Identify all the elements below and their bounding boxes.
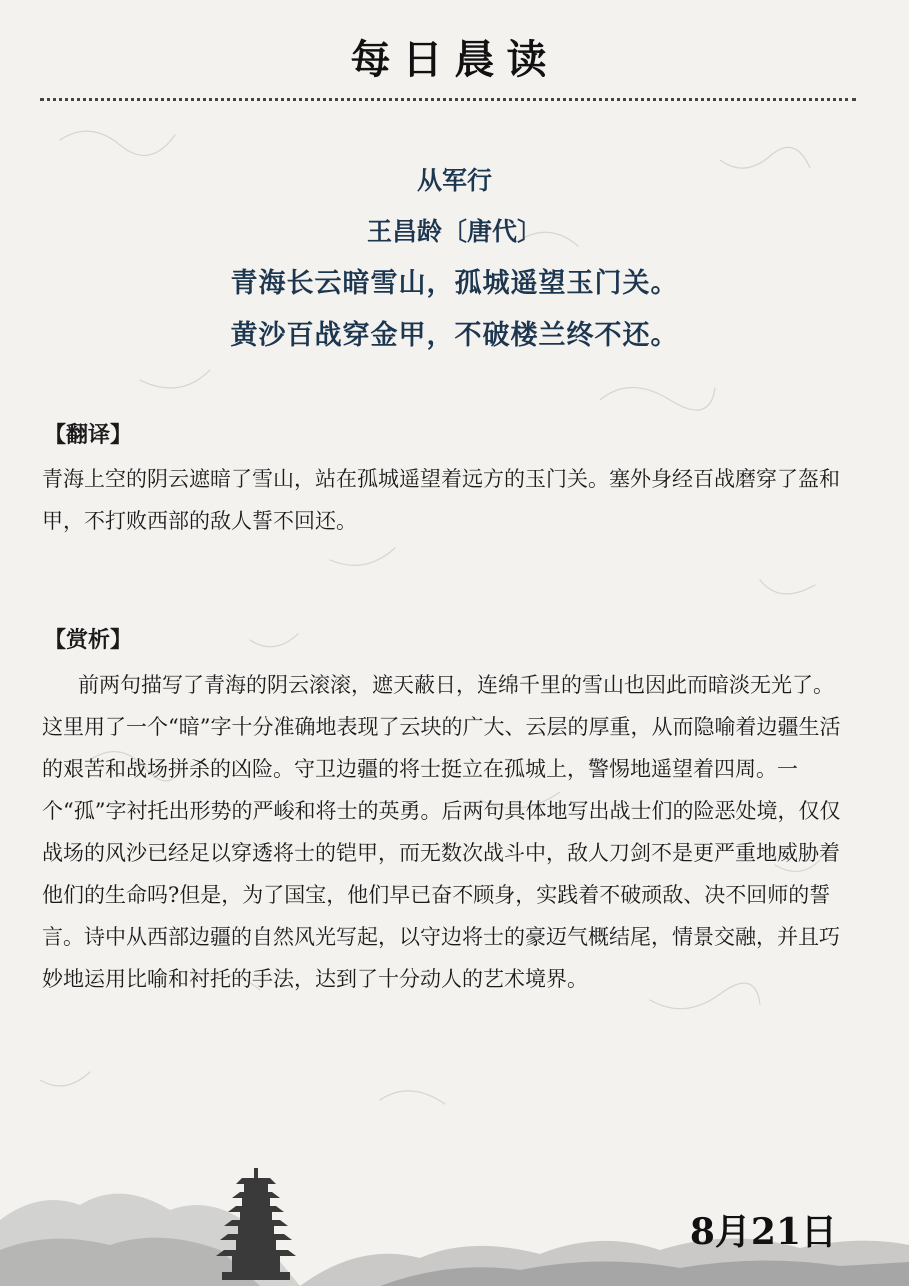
translation-heading: 【翻译】 (44, 422, 133, 448)
poem-line: 青海长云暗雪山，孤城遥望玉门关。 (230, 268, 679, 299)
analysis-text: 前两句描写了青海的阴云滚滚，遮天蔽日，连绵千里的雪山也因此而暗淡无光了。这里用了一个“暗”字十分准确地表现了云块的广大、云层的厚重，从而隐喻着边疆生活的艰苦和战场拼杀的凶险。守卫边疆的将士挺立在孤城上，警惕地遥望着四周。一个“孤”字衬托出形势的严峻和将士的英勇。后两句具体地写出战士们的险恶处境，仅仅战场的风沙已经足以穿透将士的铠甲，而无数次战斗中，敌人刀剑不是更严重地威胁着他们的生命吗?但是，为了国宝，他们早已奋不顾身，实践着不破顽敌、决不回师的誓言。诗中从西部边疆的自然风光写起，以守边将士的豪迈气概结尾，情景交融，并且巧妙地运用比喻和衬托的手法，达到了十分动人的艺术境界。 (42, 673, 841, 991)
poem-title: 从军行 (416, 166, 492, 195)
page-title: 每日晨读 (350, 37, 559, 83)
date-label: 8月21日 (689, 1211, 837, 1253)
poem-author: 王昌龄〔唐代〕 (366, 217, 542, 246)
title-divider (40, 98, 856, 101)
translation-text: 青海上空的阴云遮暗了雪山，站在孤城遥望着远方的玉门关。塞外身经百战磨穿了盔和甲，不打败西部的敌人誓不回还。 (42, 467, 840, 533)
analysis-heading: 【赏析】 (44, 627, 133, 653)
poem-block (0, 156, 909, 362)
poem-line: 黄沙百战穿金甲，不破楼兰终不还。 (230, 320, 679, 351)
